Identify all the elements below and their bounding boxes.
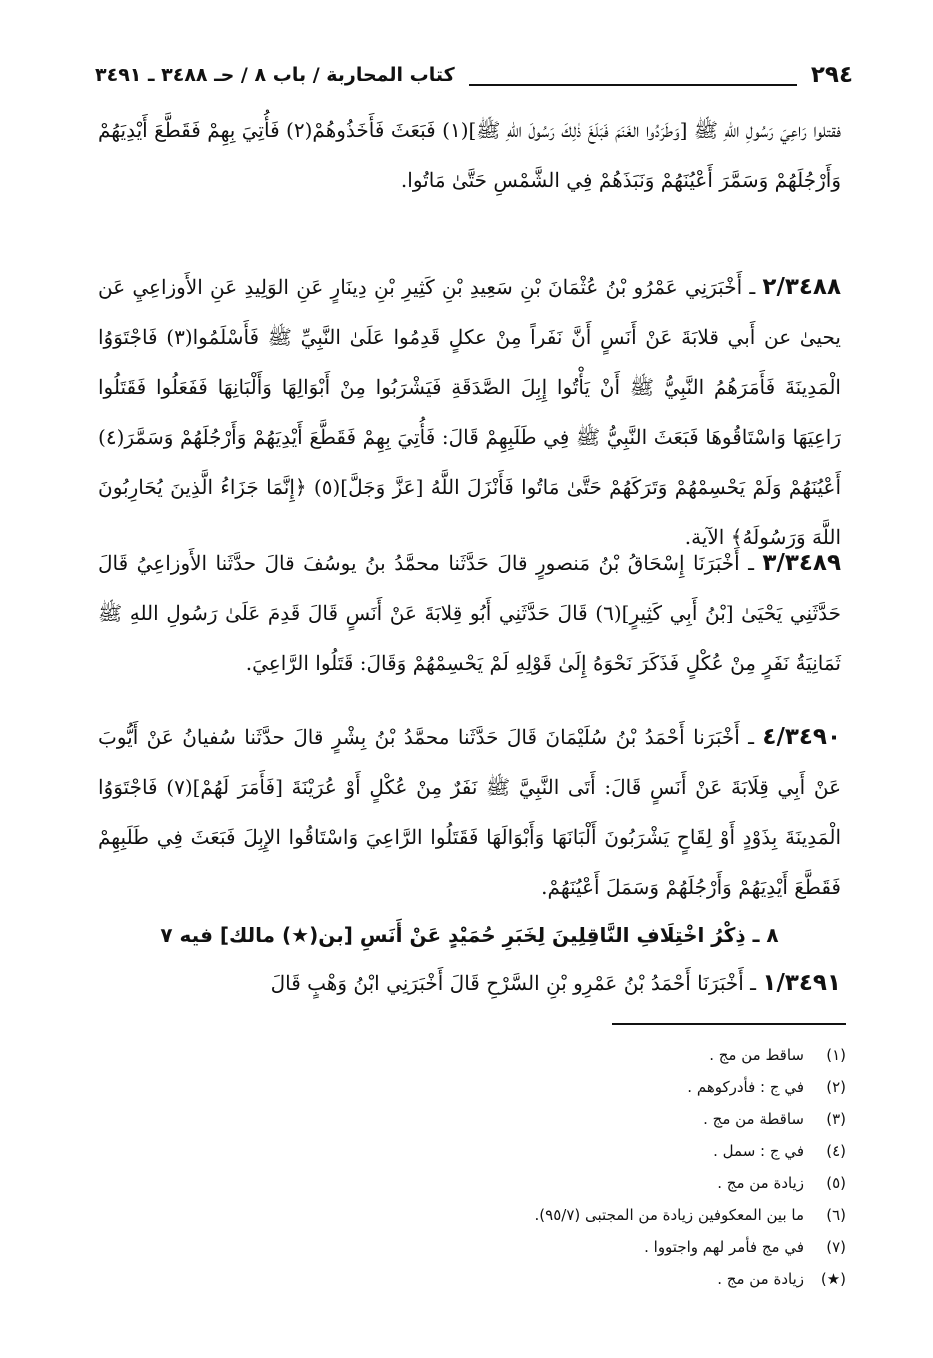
hadith-number: ٢/٣٤٨٨ — [762, 274, 842, 300]
footnote — [300, 1039, 846, 1071]
footnote — [300, 1167, 846, 1199]
footnote-text: ساقطة من مج . — [703, 1110, 804, 1128]
hadith-3488 — [98, 262, 842, 549]
footnotes-list — [300, 1039, 846, 1309]
footnote-marker: (١) — [826, 1046, 846, 1064]
hadith-3491 — [98, 958, 841, 1014]
hadith-text: ـ أَخْبَرَنا أَحْمَدُ بْنُ سُلَيْمَانَ قَالَ حَدَّثَنا محمَّدُ بْنُ بِشْرٍ قالَ حدَّثَنا سُفيانُ عَنْ أَيُّوبَ عَنْ أَبِي قِلَابَةَ عَنْ أَنَسٍ قَالَ: أَتَى النَّبِيَّ ﷺ نَفَرٌ مِنْ عُكْلٍ أَوْ عُرَيْنَةَ [فَأَمَرَ لَهُمْ](٧) فَاجْتَوَوُا الْمَدِينَةَ بِذَوْدٍ أَوْ لِقَاحٍ يَشْرَبُونَ أَلْبَانَهَا وَأَبْوَالَهَا فَقَتَلُوا الرَّاعِيَ وَاسْتَاقُوا الإِبِلَ فَبَعَثَ فِي طَلَبِهِمْ فَقَطَّعَ أَيْدِيَهُمْ وَأَرْجُلَهُمْ وَسَمَلَ أَعْيُنَهُمْ. — [98, 725, 842, 899]
hadith-number: ١/٣٤٩١ — [762, 970, 841, 996]
footnote — [300, 1135, 846, 1167]
footnote-text: ما بين المعكوفين زيادة من المجتبى (٩٥/٧). — [534, 1206, 804, 1224]
running-title: كتاب المحاربة / باب ٨ / حـ ٣٤٨٨ ـ ٣٤٩١ — [95, 64, 455, 86]
page-number: ٢٩٤ — [810, 62, 853, 88]
footnote — [300, 1263, 846, 1295]
footnote-marker: (٣) — [826, 1110, 846, 1128]
footnote-text: زيادة من مج . — [717, 1270, 804, 1288]
hadith-text: ـ أَخْبَرَنِي عَمْرُو بْنُ عُثْمَانَ بْنِ سَعِيدِ بْنِ كَثِيرِ بْنِ دِينَارٍ عَنِ الوَلِيدِ عَنِ الأَوزاعِيِ عَن يحيىٰ عن أَبي قلابَةَ عَنْ أَنَسٍ أَنَّ نَفَراً مِنْ عكلٍ قَدِمُوا عَلَىٰ النَّبِيِّ ﷺ فَأَسْلَمُوا(٣) فَاجْتَوَوُا الْمَدِينَةَ فَأَمَرَهُمُ النَّبِيُّ ﷺ أَنْ يَأْتُوا إِبِلَ الصَّدَقَةِ فَيَشْرَبُوا مِنْ أَبْوَالِهَا وَأَلْبَانِهَا فَفَعَلُوا فَقَتَلُوا رَاعِيَهَا وَاسْتَاقُوهَا فَبَعَثَ النَّبِيُّ ﷺ فِي طَلَبِهِمْ قَالَ: فَأُتِيَ بِهِمْ فَقَطَّعَ أَيْدِيَهُمْ وَأَرْجُلَهُمْ وَسَمَّرَ(٤) أَعْيُنَهُمْ وَلَمْ يَحْسِمْهُمْ وَتَرَكَهُمْ حَتَّىٰ مَاتُوا فَأَنْزَلَ اللَّهُ [عَزَّ وَجَلَّ](٥) ﴿إِنَّمَا جَزَاءُ الَّذِينَ يُحَارِبُونَ اللَّهَ وَرَسُولَهُ﴾ الآية. — [98, 275, 842, 549]
hadith-number: ٣/٣٤٨٩ — [762, 550, 842, 576]
section-heading: ٨ ـ ذِكْرُ اخْتِلَافِ النَّاقِلِينَ لِخَبَرِ حُمَيْدٍ عَنْ أَنَسِ [بن(★) مالك] فيه ٧ — [160, 923, 779, 947]
hadith-3490 — [98, 712, 842, 899]
hadith-3489 — [98, 538, 841, 718]
footnote-marker: (٤) — [826, 1142, 846, 1160]
footnote — [300, 1231, 846, 1263]
footnote-marker: (٧) — [826, 1238, 846, 1256]
footnote-marker: (٥) — [826, 1174, 846, 1192]
header-rule — [469, 84, 797, 86]
footnote-text: ساقط من مج . — [709, 1046, 804, 1064]
footnote-separator — [612, 1023, 846, 1025]
footnote-text: في مج فأمر لهم واجتووا . — [644, 1238, 804, 1256]
footnote-marker: (٢) — [826, 1078, 846, 1096]
hadith-number: ٤/٣٤٩٠ — [762, 724, 841, 750]
hadith-text: ـ أَخْبَرَنَا أَحْمَدُ بْنُ عَمْرِو بْنِ السَّرْحِ قَالَ أَخْبَرَنِي ابْنُ وَهْبٍ قَالَ — [270, 971, 757, 995]
footnote — [300, 1103, 846, 1135]
page-header — [95, 58, 853, 92]
footnote — [300, 1071, 846, 1103]
hadith-text: ـ أَخْبَرَنَا إِسْحَاقُ بْنُ مَنصورٍ قالَ حَدَّثَنا محمَّدُ بنُ يوسُفَ قالَ حدَّثَنا الأَوزاعِيُ قَالَ حَدَّثَنِي يَحْيَىٰ [بْنُ أَبِي كَثِيرٍ](٦) قَالَ حَدَّثَنِي أَبُو قِلابَةَ عَنْ أَنَسٍ قَالَ قَدِمَ عَلَىٰ رَسُولِ اللهِ ﷺ ثَمَانِيَةُ نَفَرٍ مِنْ عُكْلٍ فَذَكَرَ نَحْوَهُ إِلَىٰ قَوْلِهِ لَمْ يَحْسِمْهُمْ وَقَالَ: قَتَلُوا الرَّاعِيَ. — [98, 551, 841, 675]
footnote-marker: (٦) — [826, 1206, 846, 1224]
paragraph-text: فقتلوا رَاعِيَ رَسُولِ اللهِ ﷺ [وَطَرَدُوا الغَنَمَ فَبَلَغَ ذٰلِكَ رَسُولَ اللهِ ﷺ](١) فَبَعَثَ فَأَخَذُوهُمْ(٢) فَأُتِيَ بِهِمْ فَقَطَّعَ أَيْدِيَهُمْ وَأَرْجُلَهُمْ وَسَمَّرَ أَعْيُنَهُمْ وَنَبَذَهُمْ فِي الشَّمْسِ حَتَّىٰ مَاتُوا. — [98, 118, 841, 192]
paragraph-continuation — [98, 105, 841, 265]
footnote-text: في ج : فأدركوهم . — [687, 1078, 804, 1096]
footnote-text: في ج : سمل . — [713, 1142, 804, 1160]
footnote — [300, 1199, 846, 1231]
footnote-text: زيادة من مج . — [717, 1174, 804, 1192]
footnote-marker: (★) — [820, 1270, 846, 1288]
